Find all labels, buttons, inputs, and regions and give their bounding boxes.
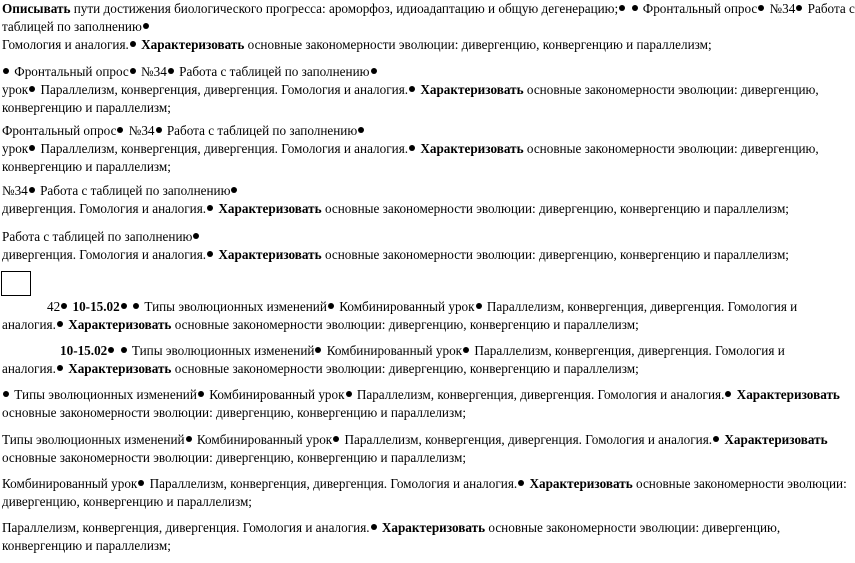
bullet-icon: [328, 303, 334, 309]
text: Параллелизм, конвергенция, дивергенция. Гомология и аналогия.: [2, 520, 370, 535]
bullet-icon: [61, 303, 67, 309]
text: Параллелизм, конвергенция, дивергенция. Гомология и аналогия.: [37, 82, 409, 97]
bullet-icon: [463, 347, 469, 353]
bullet-icon: [143, 23, 149, 29]
text: №34: [137, 64, 167, 79]
paragraph-11-line-2: [2, 537, 814, 555]
text: Комбинированный урок: [2, 476, 138, 491]
paragraph-5: [2, 228, 814, 264]
bold-term: Характеризовать: [141, 37, 245, 52]
text: конвергенцию и параллелизм;: [2, 159, 171, 174]
text: основные закономерности эволюции: дивергенцию,: [523, 82, 819, 97]
text: аналогия.: [2, 361, 56, 376]
bullet-icon: [138, 480, 144, 486]
bullet-icon: [346, 391, 352, 397]
text: Типы эволюционных изменений: [11, 387, 197, 402]
bullet-icon: [632, 5, 638, 11]
text: Параллелизм, конвергенция, дивергенция. Гомология и аналогия.: [341, 432, 713, 447]
text: Параллелизм, конвергенция, дивергенция. Гомология и: [471, 343, 785, 358]
text: Типы эволюционных изменений: [141, 299, 327, 314]
bullet-icon: [130, 41, 136, 47]
text: Комбинированный урок: [193, 432, 333, 447]
bullet-icon: [121, 347, 127, 353]
empty-box: [1, 271, 31, 296]
paragraph-9-line-2: [2, 449, 814, 467]
row-number: 42: [47, 299, 61, 314]
paragraph-8-line-1: [2, 386, 840, 404]
bullet-icon: [3, 68, 9, 74]
paragraph-4: [2, 182, 814, 218]
text: пути достижения биологического прогресса: ароморфоз, идиоадаптацию и общую дегенерацию;: [70, 1, 619, 16]
text: основные закономерности эволюции: дивергенцию,: [523, 141, 819, 156]
bullet-icon: [333, 436, 339, 442]
bullet-icon: [476, 303, 482, 309]
bullet-icon: [168, 68, 174, 74]
paragraph-3-line-3: [2, 158, 814, 176]
bold-term: Характеризовать: [736, 387, 840, 402]
paragraph-6-line-1: [2, 298, 814, 316]
text: Работа с таблицей по заполнению: [2, 229, 193, 244]
paragraph-7: [2, 342, 814, 378]
bullet-icon: [207, 205, 213, 211]
paragraph-6-line-2: [2, 316, 814, 334]
date: 10-15.02: [60, 343, 108, 358]
paragraph-2-line-1: [2, 63, 814, 81]
text: №34: [125, 123, 155, 138]
text: №34: [766, 1, 796, 16]
text: Параллелизм, конвергенция, дивергенция. Гомология и аналогия.: [353, 387, 725, 402]
bullet-icon: [315, 347, 321, 353]
text: конвергенцию и параллелизм;: [2, 100, 171, 115]
text: конвергенцию и параллелизм;: [2, 538, 171, 553]
date: 10-15.02: [69, 299, 120, 314]
paragraph-3-line-2: [2, 140, 819, 158]
paragraph-7-line-2: [2, 360, 814, 378]
text: Комбинированный урок: [205, 387, 345, 402]
bullet-icon: [371, 524, 377, 530]
paragraph-10: [2, 475, 847, 511]
text: Типы эволюционных изменений: [128, 343, 315, 358]
paragraph-4-line-1: [2, 182, 814, 200]
bullet-icon: [409, 145, 415, 151]
paragraph-9-line-1: [2, 431, 828, 449]
text: Фронтальный опрос: [2, 123, 117, 138]
text: Фронтальный опрос: [639, 1, 758, 16]
bullet-icon: [3, 391, 9, 397]
paragraph-5-line-1: [2, 228, 814, 246]
bold-term: Характеризовать: [68, 317, 172, 332]
text: Работа с таблицей по заполнению: [163, 123, 358, 138]
text: Гомология и аналогия.: [2, 37, 129, 52]
text: основные закономерности эволюции: дивергенцию, конвергенцию и параллелизм;: [2, 405, 467, 420]
paragraph-3: [2, 122, 819, 176]
text: №34: [2, 183, 28, 198]
text: основные закономерности эволюции:: [632, 476, 847, 491]
paragraph-5-line-2: [2, 246, 814, 264]
bold-term: Описывать: [2, 1, 71, 16]
paragraph-1-line-3: [2, 36, 814, 54]
paragraph-2-line-2: [2, 81, 819, 99]
bold-term: Характеризовать: [420, 141, 524, 156]
bullet-icon: [29, 145, 35, 151]
text: Параллелизм, конвергенция, дивергенция. Гомология и аналогия.: [37, 141, 409, 156]
bullet-icon: [713, 436, 719, 442]
text: Фронтальный опрос: [11, 64, 129, 79]
text: урок: [2, 141, 29, 156]
paragraph-2: [2, 63, 819, 117]
bold-term: Характеризовать: [420, 82, 524, 97]
paragraph-6: [2, 298, 814, 334]
bullet-icon: [619, 5, 625, 11]
paragraph-7-line-1: [2, 342, 814, 360]
text: Параллелизм, конвергенция, дивергенция. Гомология и: [483, 299, 798, 314]
bullet-icon: [29, 187, 35, 193]
text: основные закономерности эволюции: дивергенцию, конвергенцию и параллелизм;: [2, 450, 467, 465]
text: таблицей по заполнению: [2, 19, 142, 34]
bullet-icon: [186, 436, 192, 442]
bullet-icon: [57, 321, 63, 327]
bullet-icon: [29, 86, 35, 92]
text: Параллелизм, конвергенция, дивергенция. Гомология и аналогия.: [146, 476, 518, 491]
bold-term: Характеризовать: [68, 361, 172, 376]
bullet-icon: [371, 68, 377, 74]
text: Работа с: [804, 1, 855, 16]
bullet-icon: [117, 127, 123, 133]
bold-term: Характеризовать: [381, 520, 486, 535]
paragraph-4-line-2: [2, 200, 814, 218]
text: основные закономерности эволюции: дивергенцию, конвергенцию и параллелизм;: [321, 201, 789, 216]
paragraph-8-line-2: [2, 404, 814, 422]
paragraph-1-line-1: [2, 0, 855, 18]
text: основные закономерности эволюции: дивергенцию,: [485, 520, 781, 535]
text: дивергенция. Гомология и аналогия.: [2, 247, 207, 262]
bold-term: Характеризовать: [724, 432, 828, 447]
text: аналогия.: [2, 317, 56, 332]
bullet-icon: [156, 127, 162, 133]
bullet-icon: [725, 391, 731, 397]
bullet-icon: [758, 5, 764, 11]
paragraph-10-line-2: [2, 493, 814, 511]
paragraph-11-line-1: [2, 519, 814, 537]
text: Комбинированный урок: [335, 299, 475, 314]
bullet-icon: [193, 233, 199, 239]
bullet-icon: [358, 127, 364, 133]
bullet-icon: [198, 391, 204, 397]
text: урок: [2, 82, 29, 97]
text: дивергенцию, конвергенцию и параллелизм;: [2, 494, 252, 509]
text: основные закономерности эволюции: дивергенцию, конвергенцию и параллелизм;: [321, 247, 789, 262]
paragraph-1-line-2: [2, 18, 814, 36]
paragraph-10-line-1: [2, 475, 847, 493]
text: основные закономерности эволюции: дивергенцию, конвергенцию и параллелизм;: [171, 317, 639, 332]
paragraph-9: [2, 431, 828, 467]
text: дивергенция. Гомология и аналогия.: [2, 201, 207, 216]
bullet-icon: [108, 347, 114, 353]
bullet-icon: [57, 365, 63, 371]
text: Работа с таблицей по заполнению: [175, 64, 370, 79]
bullet-icon: [130, 68, 136, 74]
bold-term: Характеризовать: [218, 201, 322, 216]
bullet-icon: [518, 480, 524, 486]
paragraph-2-line-3: [2, 99, 814, 117]
text: основные закономерности эволюции: дивергенцию, конвергенцию и параллелизм;: [244, 37, 712, 52]
bold-term: Характеризовать: [529, 476, 633, 491]
bullet-icon: [121, 303, 127, 309]
paragraph-8: [2, 386, 840, 422]
text: Типы эволюционных изменений: [2, 432, 185, 447]
bullet-icon: [133, 303, 139, 309]
paragraph-11: [2, 519, 814, 555]
bullet-icon: [207, 251, 213, 257]
bullet-icon: [796, 5, 802, 11]
text: Работа с таблицей по заполнению: [36, 183, 231, 198]
paragraph-3-line-1: [2, 122, 814, 140]
text: основные закономерности эволюции: дивергенцию, конвергенцию и параллелизм;: [171, 361, 639, 376]
bullet-icon: [231, 187, 237, 193]
paragraph-1: [2, 0, 855, 54]
bullet-icon: [409, 86, 415, 92]
bold-term: Характеризовать: [218, 247, 322, 262]
text: Комбинированный урок: [323, 343, 463, 358]
